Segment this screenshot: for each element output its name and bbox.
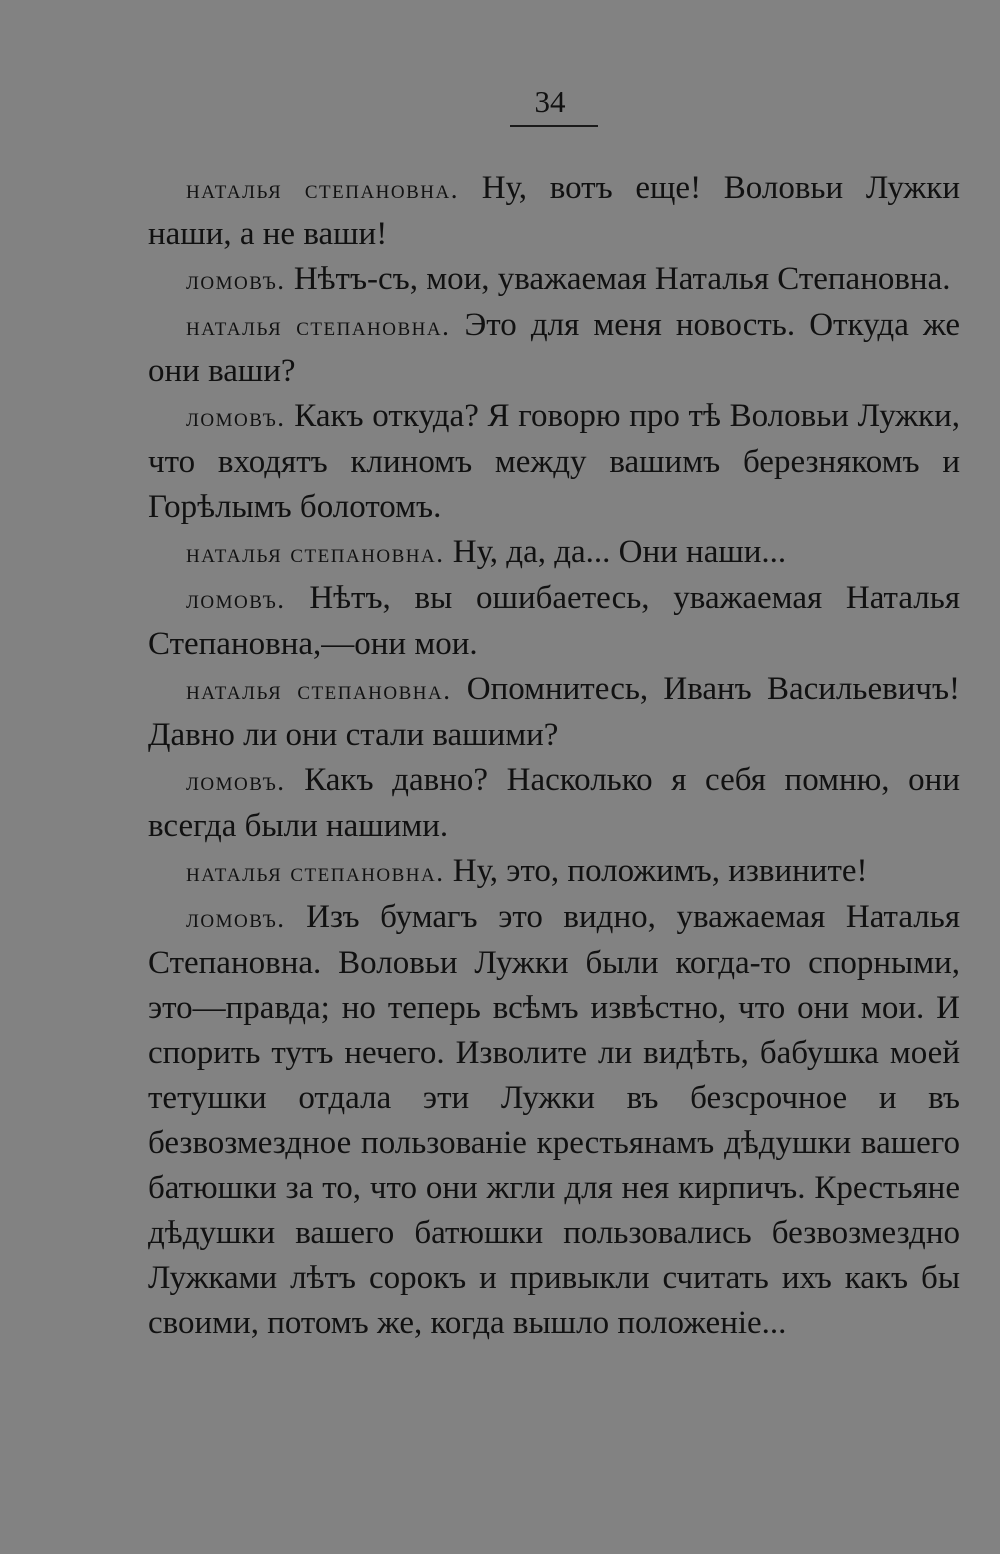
speaker-name: наталья степановна. xyxy=(186,857,445,887)
speaker-name: ломовъ. xyxy=(186,903,286,933)
dialogue-paragraph xyxy=(148,667,960,758)
page-number: 34 xyxy=(534,84,566,119)
speech-text: Изъ бумагъ это видно, уважаемая Наталья Степановна. Воловьи Лужки были когда-то спорными, это—правда; но теперь всѣмъ извѣстно, что они мои. И спорить тутъ нечего. Изволите ли видѣть, бабушка моей тетушки отдала эти Лужки въ безсрочное и въ безвозмездное пользованіе крестьянамъ дѣдушки вашего батюшки за то, что они жгли для нея кирпичъ. Крестьяне дѣдушки вашего батюшки пользовались безвозмездно Лужками лѣтъ сорокъ и привыкли считать ихъ какъ бы своими, потомъ же, когда вышло положеніе... xyxy=(148,899,960,1341)
dialogue-paragraph xyxy=(148,166,960,257)
speaker-name: наталья степановна. xyxy=(186,311,451,341)
dialogue-paragraph xyxy=(148,530,960,576)
dialogue-paragraph xyxy=(148,895,960,1346)
speaker-name: ломовъ. xyxy=(186,402,286,432)
dialogue-paragraph xyxy=(148,303,960,394)
speech-text: Ну, да, да... Они наши... xyxy=(444,534,787,570)
dialogue-paragraph xyxy=(148,576,960,667)
speech-text: Ну, это, положимъ, извините! xyxy=(444,853,868,889)
speech-text: Нѣтъ, вы ошибаетесь, уважаемая Наталья Степановна,—они мои. xyxy=(148,580,960,662)
speaker-name: ломовъ. xyxy=(186,766,286,796)
dialogue-paragraph xyxy=(148,758,960,849)
speaker-name: наталья степановна. xyxy=(186,538,445,568)
dialogue-paragraph xyxy=(148,394,960,530)
dialogue-text xyxy=(148,166,960,1346)
dialogue-paragraph xyxy=(148,849,960,895)
speech-text: Нѣтъ-съ, мои, уважаемая Наталья Степановна. xyxy=(285,261,951,297)
speaker-name: ломовъ. xyxy=(186,584,286,614)
speech-text: Опомнитесь, Иванъ Васильевичъ! Давно ли они стали вашими? xyxy=(148,671,960,753)
speaker-name: наталья степановна. xyxy=(186,675,452,705)
speaker-name: ломовъ. xyxy=(186,265,286,295)
page-number-rule xyxy=(510,125,598,127)
speech-text: Это для меня новость. Откуда же они ваши? xyxy=(148,307,960,389)
speaker-name: наталья степановна. xyxy=(186,174,459,204)
speech-text: Какъ давно? Насколько я себя помню, они всегда были нашими. xyxy=(148,762,960,844)
speech-text: Ну, вотъ еще! Воловьи Лужки наши, а не ваши! xyxy=(148,170,960,252)
speech-text: Какъ откуда? Я говорю про тѣ Воловьи Лужки, что входятъ клиномъ между вашимъ березнякомъ и Горѣлымъ болотомъ. xyxy=(148,398,960,525)
dialogue-paragraph xyxy=(148,257,960,303)
